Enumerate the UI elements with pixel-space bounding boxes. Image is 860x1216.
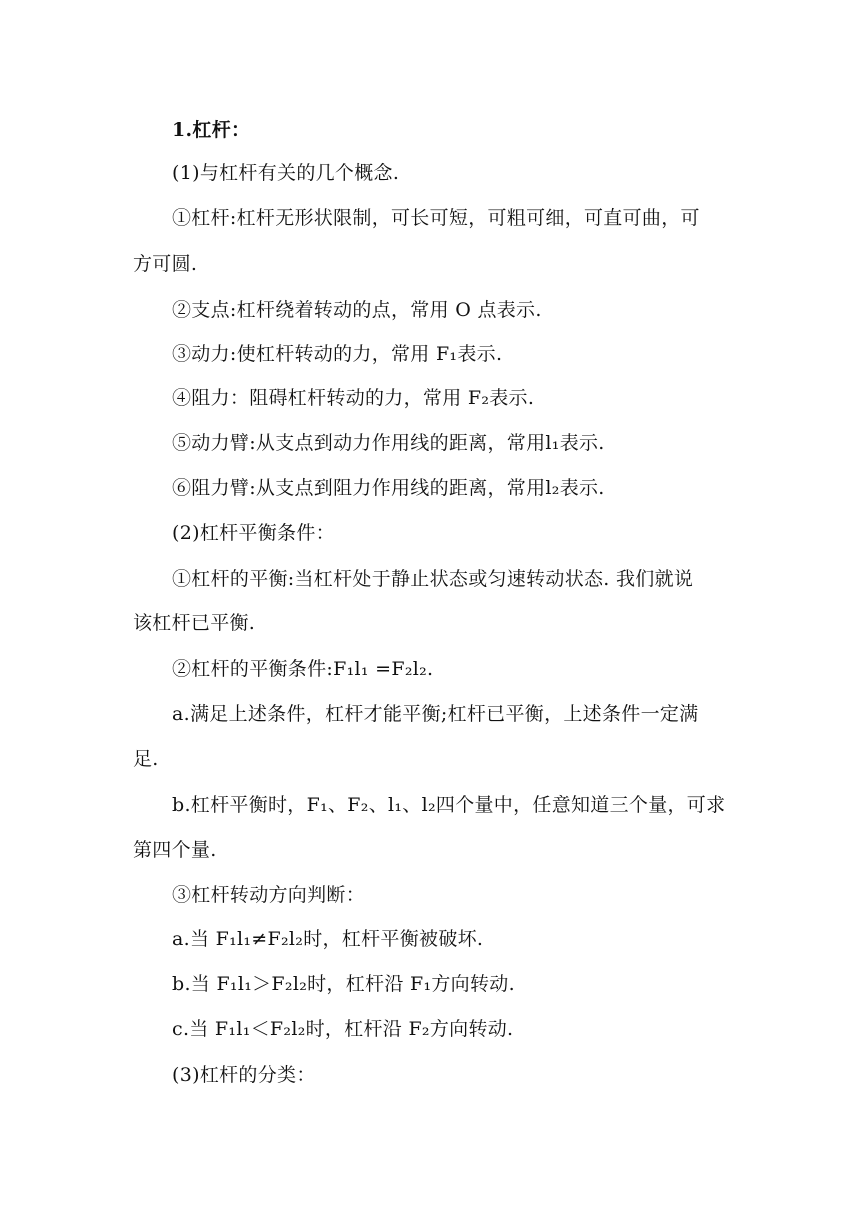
paragraph-note-a: a.满足上述条件，杠杆才能平衡;杠杆已平衡，上述条件一定满 (172, 703, 699, 725)
paragraph-rotation-a: a.当 F₁l₁≠F₂l₂时，杠杆平衡被破坏. (172, 928, 484, 950)
paragraph-rotation-b: b.当 F₁l₁＞F₂l₂时，杠杆沿 F₁方向转动. (172, 973, 515, 995)
paragraph-note-b-cont: 第四个量. (133, 839, 217, 861)
paragraph-resistance: ④阻力：阻碍杠杆转动的力，常用 F₂表示. (172, 387, 535, 409)
subheading-balance-condition: (2)杠杆平衡条件： (172, 522, 335, 544)
paragraph-lever-definition: ①杠杆:杠杆无形状限制，可长可短，可粗可细，可直可曲，可 (172, 207, 700, 229)
paragraph-balance-formula: ②杠杆的平衡条件:F₁l₁ =F₂l₂. (172, 658, 434, 680)
section-title: 1.杠杆： (172, 119, 251, 141)
paragraph-lever-definition-cont: 方可圆. (133, 253, 198, 275)
paragraph-rotation-direction: ③杠杆转动方向判断： (172, 884, 366, 906)
paragraph-resistance-arm: ⑥阻力臂:从支点到阻力作用线的距离，常用l₂表示. (172, 477, 605, 499)
paragraph-note-a-cont: 足. (133, 748, 159, 770)
paragraph-note-b: b.杠杆平衡时，F₁、F₂、l₁、l₂四个量中，任意知道三个量，可求 (172, 794, 726, 816)
paragraph-effort-arm: ⑤动力臂:从支点到动力作用线的距离，常用l₁表示. (172, 432, 605, 454)
paragraph-effort: ③动力:使杠杆转动的力，常用 F₁表示. (172, 343, 503, 365)
subheading-classification: (3)杠杆的分类： (172, 1064, 316, 1086)
paragraph-fulcrum: ②支点:杠杆绕着转动的点，常用 O 点表示. (172, 299, 542, 321)
paragraph-rotation-c: c.当 F₁l₁＜F₂l₂时，杠杆沿 F₂方向转动. (172, 1018, 514, 1040)
paragraph-balance: ①杠杆的平衡:当杠杆处于静止状态或匀速转动状态. 我们就说 (172, 568, 694, 590)
paragraph-balance-cont: 该杠杆已平衡. (133, 612, 256, 634)
subheading-concepts: (1)与杠杆有关的几个概念. (172, 162, 400, 184)
